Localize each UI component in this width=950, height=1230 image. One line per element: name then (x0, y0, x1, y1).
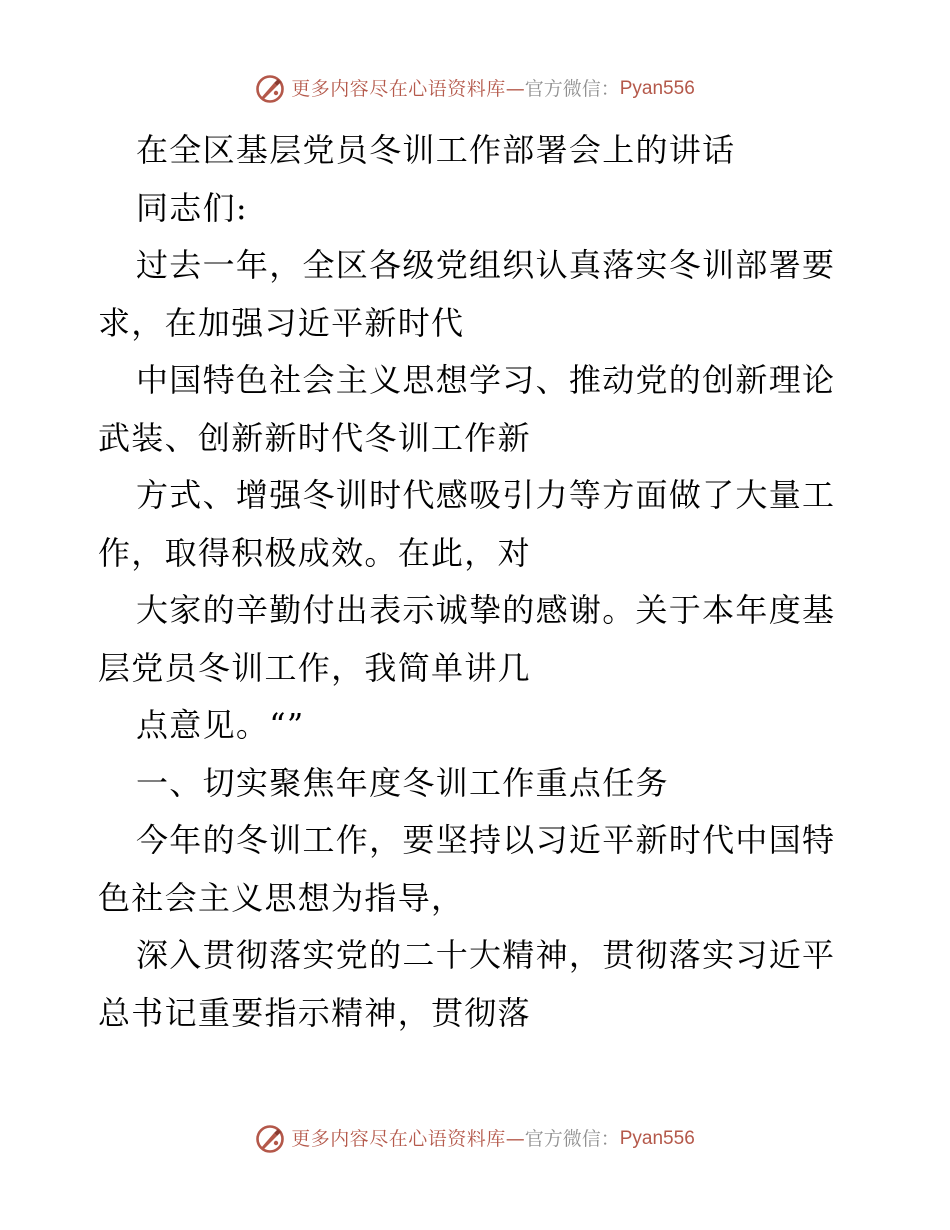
watermark-wechat-id: Pyan556 (619, 1128, 695, 1149)
watermark-wechat-id: Pyan556 (619, 78, 695, 99)
watermark-wechat-label: 官方微信： (524, 78, 620, 100)
watermark-wechat-label: 官方微信： (524, 1128, 620, 1150)
watermark-separator: — (505, 1128, 525, 1150)
watermark-site-text: 更多内容尽在心语资料库 (291, 1128, 506, 1150)
paragraph: 今年的冬训工作，要坚持以习近平新时代中国特色社会主义思想为指导， (98, 821, 836, 917)
pen-circle-icon (255, 74, 285, 104)
paragraph: 中国特色社会主义思想学习、推动党的创新理论武装、创新新时代冬训工作新 (98, 361, 836, 457)
paragraph: 点意见。“” (136, 706, 305, 744)
document-body (98, 122, 858, 1042)
footer-watermark (0, 1124, 950, 1154)
salutation: 同志们: (136, 188, 248, 227)
paragraph: 深入贯彻落实党的二十大精神，贯彻落实习近平总书记重要指示精神，贯彻落 (98, 936, 836, 1032)
document-title: 在全区基层党员冬训工作部署会上的讲话 (136, 131, 736, 169)
section-heading: 一、切实聚焦年度冬训工作重点任务 (136, 763, 669, 802)
pen-circle-icon (255, 1124, 285, 1154)
watermark-site-text: 更多内容尽在心语资料库 (291, 78, 506, 100)
paragraph: 过去一年，全区各级党组织认真落实冬训部署要求，在加强习近平新时代 (98, 246, 836, 342)
paragraph: 大家的辛勤付出表示诚挚的感谢。关于本年度基层党员冬训工作，我简单讲几 (98, 591, 836, 687)
header-watermark (0, 74, 950, 104)
paragraph: 方式、增强冬训时代感吸引力等方面做了大量工作，取得积极成效。在此，对 (98, 476, 836, 572)
watermark-separator: — (505, 78, 525, 100)
